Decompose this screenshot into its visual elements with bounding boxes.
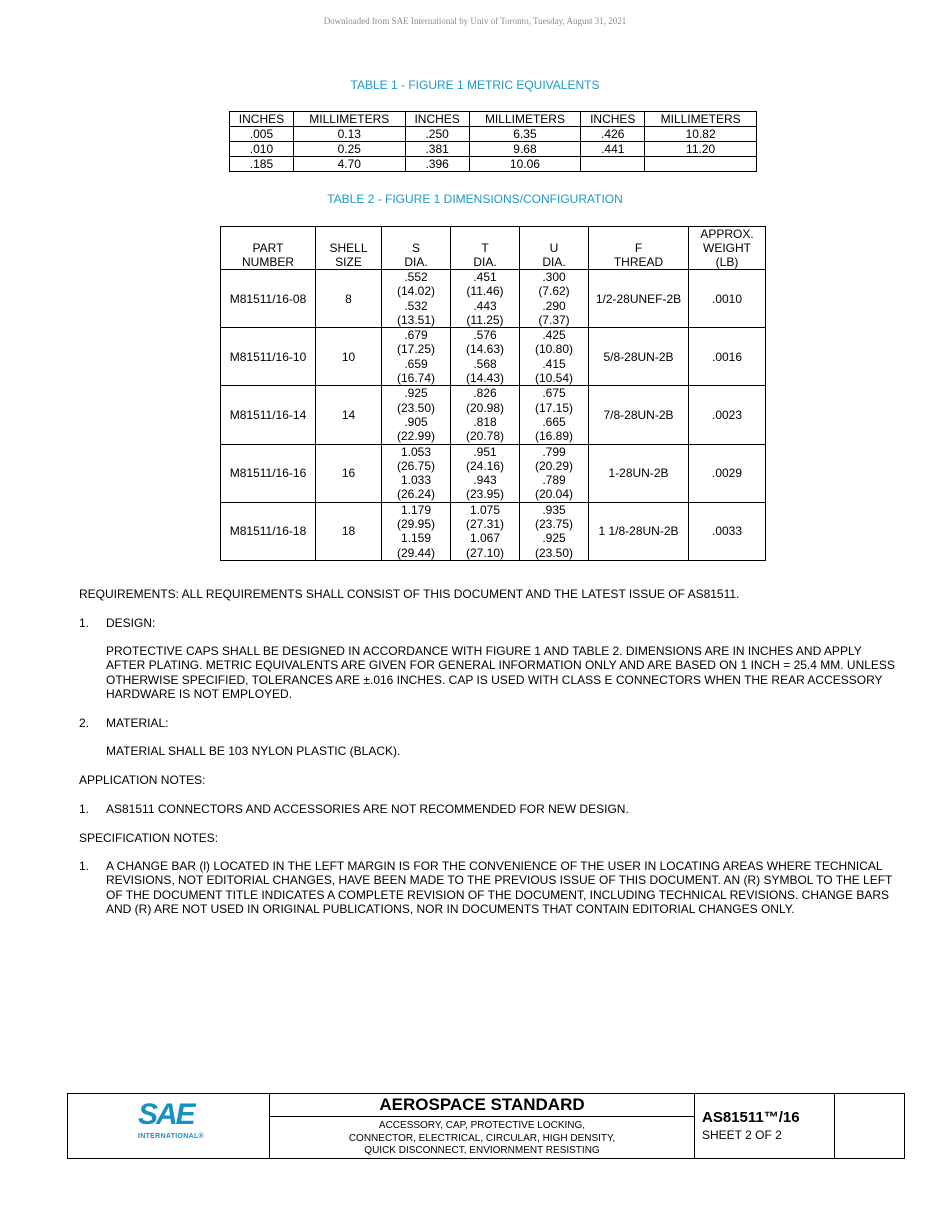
- shell-size-cell: 8: [316, 270, 382, 328]
- u-dia-header: U DIA.: [520, 227, 589, 270]
- table-row: [230, 142, 757, 157]
- weight-cell: .0023: [689, 386, 766, 444]
- t-dia-cell: 1.075 (27.31) 1.067 (27.10): [451, 502, 520, 560]
- table-cell: 0.25: [293, 142, 405, 157]
- table-cell: [581, 157, 645, 172]
- column-header: INCHES: [581, 112, 645, 127]
- specification-note-text: A CHANGE BAR (l) LOCATED IN THE LEFT MARGIN IS FOR THE CONVENIENCE OF THE USER IN LOCATING AREAS WHERE TECHNICAL REVISIONS, NOT EDITORIAL CHANGES, HAVE BEEN MADE TO THE PREVIOUS ISSUE OF THIS DOCUMENT. AN (R) SYMBOL TO THE LEFT OF THE DOCUMENT TITLE INDICATES A COMPLETE REVISION OF THE DOCUMENT, INCLUDING TECHNICAL REVISIONS. CHANGE BARS AND (R) ARE NOT USED IN ORIGINAL PUBLICATIONS, NOR IN DOCUMENTS THAT CONTAIN EDITORIAL CHANGES ONLY.: [106, 859, 893, 917]
- table-row: [230, 157, 757, 172]
- table-row: [221, 444, 766, 502]
- weight-cell: .0029: [689, 444, 766, 502]
- table-cell: 6.35: [469, 127, 581, 142]
- s-dia-cell: 1.179 (29.95) 1.159 (29.44): [382, 502, 451, 560]
- t-dia-cell: .951 (24.16) .943 (23.95): [451, 444, 520, 502]
- table-cell: 10.82: [645, 127, 757, 142]
- part-number-cell: M81511/16-16: [221, 444, 316, 502]
- table-cell: .381: [405, 142, 469, 157]
- column-header: MILLIMETERS: [469, 112, 581, 127]
- table-cell: 11.20: [645, 142, 757, 157]
- t-dia-cell: .576 (14.63) .568 (14.43): [451, 328, 520, 386]
- part-number-cell: M81511/16-14: [221, 386, 316, 444]
- column-header: MILLIMETERS: [645, 112, 757, 127]
- application-notes-heading: APPLICATION NOTES:: [79, 773, 206, 787]
- table-header-row: [230, 112, 757, 127]
- part-number-cell: M81511/16-10: [221, 328, 316, 386]
- metric-equivalents-table: [229, 111, 757, 172]
- shell-size-header: SHELL SIZE: [316, 227, 382, 270]
- shell-size-cell: 14: [316, 386, 382, 444]
- table-cell: .441: [581, 142, 645, 157]
- sheet-number: SHEET 2 OF 2: [702, 1128, 782, 1142]
- t-dia-cell: .826 (20.98) .818 (20.78): [451, 386, 520, 444]
- table-cell: 0.13: [293, 127, 405, 142]
- material-heading: MATERIAL:: [106, 716, 169, 730]
- thread-cell: 1 1/8-28UN-2B: [589, 502, 689, 560]
- u-dia-cell: .935 (23.75) .925 (23.50): [520, 502, 589, 560]
- s-dia-cell: .552 (14.02) .532 (13.51): [382, 270, 451, 328]
- u-dia-cell: .425 (10.80) .415 (10.54): [520, 328, 589, 386]
- requirements-statement: REQUIREMENTS: ALL REQUIREMENTS SHALL CONSIST OF THIS DOCUMENT AND THE LATEST ISSUE OF AS81511.: [79, 587, 740, 601]
- u-dia-cell: .300 (7.62) .290 (7.37): [520, 270, 589, 328]
- part-number-cell: M81511/16-18: [221, 502, 316, 560]
- weight-header: APPROX. WEIGHT (LB): [689, 227, 766, 270]
- table-cell: 4.70: [293, 157, 405, 172]
- column-header: INCHES: [405, 112, 469, 127]
- table-row: [221, 502, 766, 560]
- standard-description: ACCESSORY, CAP, PROTECTIVE LOCKING, CONNECTOR, ELECTRICAL, CIRCULAR, HIGH DENSITY, QUICK DISCONNECT, ENVIORNMENT RESISTING: [348, 1120, 616, 1156]
- column-header: INCHES: [230, 112, 294, 127]
- s-dia-cell: .925 (23.50) .905 (22.99): [382, 386, 451, 444]
- application-note-text: AS81511 CONNECTORS AND ACCESSORIES ARE NOT RECOMMENDED FOR NEW DESIGN.: [106, 802, 629, 816]
- table-row: [230, 127, 757, 142]
- table-cell: [645, 157, 757, 172]
- table2-title: TABLE 2 - FIGURE 1 DIMENSIONS/CONFIGURATION: [327, 192, 623, 206]
- weight-cell: .0016: [689, 328, 766, 386]
- column-header: MILLIMETERS: [293, 112, 405, 127]
- specification-notes-heading: SPECIFICATION NOTES:: [79, 831, 219, 845]
- table-cell: .185: [230, 157, 294, 172]
- table-cell: 10.06: [469, 157, 581, 172]
- table-row: [221, 270, 766, 328]
- table-row: [221, 328, 766, 386]
- design-number: 1.: [79, 616, 90, 630]
- t-dia-header: T DIA.: [451, 227, 520, 270]
- table1-title: TABLE 1 - FIGURE 1 METRIC EQUIVALENTS: [350, 78, 600, 92]
- u-dia-cell: .675 (17.15) .665 (16.89): [520, 386, 589, 444]
- thread-cell: 1/2-28UNEF-2B: [589, 270, 689, 328]
- u-dia-cell: .799 (20.29) .789 (20.04): [520, 444, 589, 502]
- s-dia-cell: .679 (17.25) .659 (16.74): [382, 328, 451, 386]
- specification-note-number: 1.: [79, 859, 90, 873]
- part-number-header: PART NUMBER: [221, 227, 316, 270]
- table-cell: 9.68: [469, 142, 581, 157]
- table-header-row: [221, 227, 766, 270]
- title-block: [67, 1093, 905, 1159]
- sae-logo-subtitle: INTERNATIONAL®: [138, 1133, 205, 1140]
- material-number: 2.: [79, 716, 90, 730]
- sae-logo-letters: SAE: [138, 1098, 194, 1131]
- shell-size-cell: 16: [316, 444, 382, 502]
- material-paragraph: MATERIAL SHALL BE 103 NYLON PLASTIC (BLACK).: [106, 744, 401, 758]
- part-number-cell: M81511/16-08: [221, 270, 316, 328]
- sae-logo: [68, 1094, 270, 1158]
- application-note-number: 1.: [79, 802, 90, 816]
- design-heading: DESIGN:: [106, 616, 156, 630]
- standard-title: AEROSPACE STANDARD: [379, 1095, 585, 1114]
- table-row: [221, 386, 766, 444]
- weight-cell: .0010: [689, 270, 766, 328]
- download-watermark: Downloaded from SAE International by Univ of Toronto, Tuesday, August 31, 2021: [323, 16, 627, 26]
- table-cell: .426: [581, 127, 645, 142]
- weight-cell: .0033: [689, 502, 766, 560]
- s-dia-cell: 1.053 (26.75) 1.033 (26.24): [382, 444, 451, 502]
- thread-cell: 7/8-28UN-2B: [589, 386, 689, 444]
- s-dia-header: S DIA.: [382, 227, 451, 270]
- design-paragraph: PROTECTIVE CAPS SHALL BE DESIGNED IN ACCORDANCE WITH FIGURE 1 AND TABLE 2. DIMENSIONS ARE IN INCHES AND APPLY AFTER PLATING. METRIC EQUIVALENTS ARE GIVEN FOR GENERAL INFORMATION ONLY AND ARE BASED ON 1 INCH = 25.4 MM. UNLESS OTHERWISE SPECIFIED, TOLERANCES ARE ±.016 INCHES. CAP IS USED WITH CLASS E CONNECTORS WHEN THE REAR ACCESSORY HARDWARE IS NOT EMPLOYED.: [106, 644, 895, 702]
- t-dia-cell: .451 (11.46) .443 (11.25): [451, 270, 520, 328]
- table-cell: .396: [405, 157, 469, 172]
- shell-size-cell: 10: [316, 328, 382, 386]
- table-cell: .010: [230, 142, 294, 157]
- table-cell: .250: [405, 127, 469, 142]
- thread-cell: 5/8-28UN-2B: [589, 328, 689, 386]
- thread-cell: 1-28UN-2B: [589, 444, 689, 502]
- document-number: AS81511™/16: [702, 1109, 800, 1126]
- table-cell: .005: [230, 127, 294, 142]
- shell-size-cell: 18: [316, 502, 382, 560]
- dimensions-configuration-table: [220, 226, 766, 561]
- f-thread-header: F THREAD: [589, 227, 689, 270]
